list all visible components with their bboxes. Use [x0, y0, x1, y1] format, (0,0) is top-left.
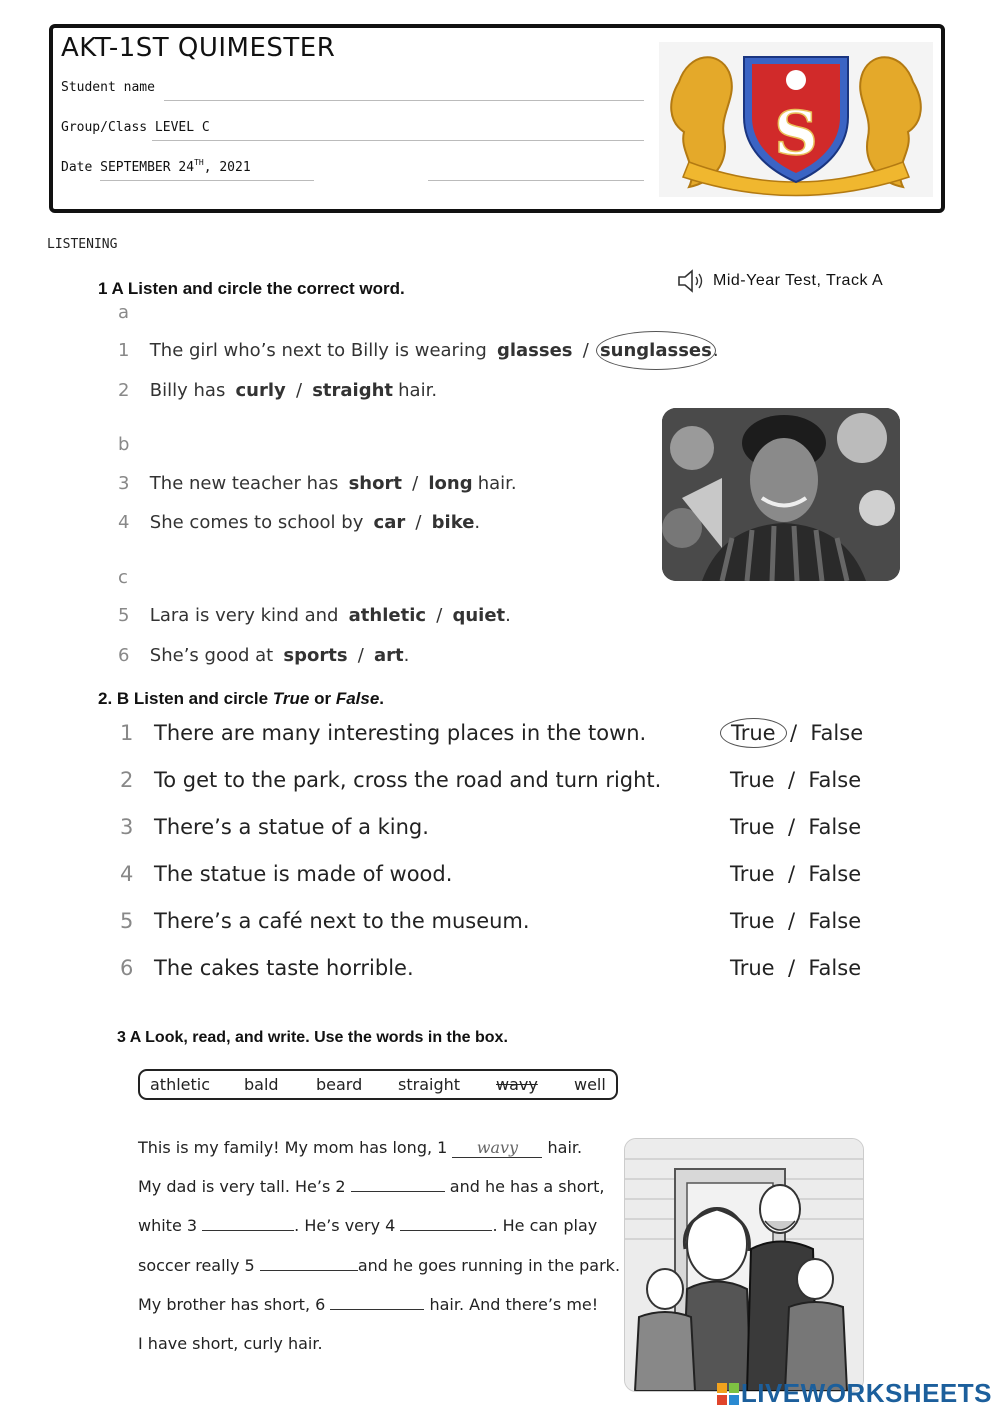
date-value: SEPTEMBER 24 — [100, 160, 195, 175]
item-number: 5 — [120, 909, 134, 933]
line-text: hair. — [547, 1138, 583, 1157]
student-name-label: Student name — [61, 80, 155, 95]
ex2-title — [98, 689, 384, 709]
ex1-title: 1 A Listen and circle the correct word. — [98, 279, 405, 298]
word-box-item: straight — [398, 1075, 461, 1094]
ex1-item-6: 6 She’s good at sports / art. — [118, 645, 410, 666]
tf-options — [730, 721, 863, 745]
false-option[interactable]: False — [810, 721, 864, 745]
blank-5[interactable] — [260, 1269, 358, 1271]
item-number: 3 — [118, 473, 130, 494]
blank-6[interactable] — [330, 1308, 424, 1310]
word-box-item: well — [574, 1075, 606, 1094]
choice-option[interactable]: short — [348, 473, 402, 494]
family-illustration — [624, 1138, 864, 1392]
word-box-item: bald — [244, 1075, 279, 1094]
blank-4[interactable] — [400, 1229, 492, 1231]
line-text: . He’s very 4 — [294, 1216, 396, 1235]
true-option[interactable]: True — [730, 768, 775, 792]
worksheet-title: AKT-1ST QUIMESTER — [61, 33, 336, 63]
item-number: 1 — [118, 340, 130, 361]
ex1-item-5: 5 Lara is very kind and athletic / quiet. — [118, 605, 511, 626]
item-end: hair. — [398, 380, 438, 401]
item-text: The girl who’s next to Billy is wearing — [149, 340, 487, 361]
true-option[interactable]: True — [730, 956, 775, 980]
ex2-item-2 — [120, 768, 880, 798]
item-number: 6 — [120, 956, 134, 980]
group-b-label: b — [118, 434, 130, 455]
tf-options — [730, 909, 861, 933]
tf-options — [730, 862, 861, 886]
tf-options — [730, 815, 861, 839]
item-text: There are many interesting places in the town. — [154, 721, 647, 745]
ex2-item-6 — [120, 956, 880, 986]
ex1-item-1: 1 The girl who’s next to Billy is wearing glasses / sunglasses. — [118, 340, 719, 361]
ex3-line-1 — [138, 1138, 582, 1158]
choice-option[interactable]: athletic — [348, 605, 427, 626]
item-end: . — [712, 340, 719, 361]
false-option[interactable]: False — [808, 956, 862, 980]
crest-svg — [659, 42, 933, 197]
ex1-item-3: 3 The new teacher has short / long hair. — [118, 473, 517, 494]
choice-option-circled[interactable]: sunglasses — [596, 331, 716, 370]
brand-text: LIVEWORKSHEETS — [740, 1378, 992, 1408]
choice-option[interactable]: quiet — [452, 605, 506, 626]
date-label-text: Date — [61, 160, 93, 175]
item-text: She comes to school by — [149, 512, 364, 533]
line-text: and he has a short, — [449, 1177, 605, 1196]
item-text: The statue is made of wood. — [154, 862, 453, 886]
line-text: white 3 — [138, 1216, 198, 1235]
false-option[interactable]: False — [808, 815, 862, 839]
line-text: soccer really 5 — [138, 1256, 255, 1275]
group-label-text: Group/Class — [61, 120, 148, 135]
ex2-item-5 — [120, 909, 880, 939]
choice-option[interactable]: long — [428, 473, 473, 494]
item-number: 2 — [118, 380, 130, 401]
item-text: There’s a statue of a king. — [154, 815, 429, 839]
item-end: . — [403, 645, 410, 666]
item-text: The cakes taste horrible. — [154, 956, 414, 980]
item-number: 4 — [118, 512, 130, 533]
item-number: 6 — [118, 645, 130, 666]
group-c-label: c — [118, 567, 128, 588]
boy-photo — [662, 408, 900, 581]
ex3-line-6: I have short, curly hair. — [138, 1334, 323, 1353]
date-label — [61, 160, 251, 175]
school-crest — [659, 42, 933, 197]
group-a-label: a — [118, 302, 130, 323]
word-box-item-used: wavy — [496, 1075, 538, 1094]
tf-slash: / — [787, 862, 796, 886]
liveworksheets-logo — [717, 1378, 992, 1409]
true-option[interactable]: True — [730, 909, 775, 933]
choice-option[interactable]: straight — [312, 380, 394, 401]
ex3-line-5 — [138, 1295, 598, 1314]
item-number: 3 — [120, 815, 134, 839]
group-class-label — [61, 120, 210, 135]
item-end: . — [474, 512, 481, 533]
tf-slash: / — [787, 909, 796, 933]
ex2-item-4 — [120, 862, 880, 892]
ex1-item-4: 4 She comes to school by car / bike. — [118, 512, 481, 533]
item-number: 5 — [118, 605, 130, 626]
choice-option[interactable]: curly — [235, 380, 286, 401]
extra-line — [428, 180, 644, 181]
group-value: LEVEL C — [154, 120, 210, 135]
item-text: To get to the park, cross the road and turn right. — [154, 768, 662, 792]
blank-2[interactable] — [351, 1190, 445, 1192]
answer-example: wavy — [452, 1138, 542, 1158]
line-text: . He can play — [492, 1216, 598, 1235]
tf-slash: / — [787, 956, 796, 980]
item-text: Lara is very kind and — [149, 605, 339, 626]
ex3-line-3 — [138, 1216, 597, 1235]
ex2-title-true: True — [272, 689, 310, 708]
student-name-line[interactable] — [164, 100, 644, 101]
false-option[interactable]: False — [808, 768, 862, 792]
choice-option[interactable]: glasses — [496, 340, 573, 361]
ex2-title-false: False — [335, 689, 380, 708]
line-text: This is my family! My mom has long, 1 — [138, 1138, 448, 1157]
choice-option[interactable]: car — [373, 512, 406, 533]
tf-slash: / — [789, 721, 798, 745]
word-box-item: beard — [316, 1075, 363, 1094]
ex2-item-1 — [120, 721, 880, 751]
tf-options — [730, 768, 861, 792]
false-option[interactable]: False — [808, 909, 862, 933]
tf-slash: / — [787, 768, 796, 792]
ex3-line-4 — [138, 1256, 620, 1275]
choice-option[interactable]: sports — [283, 645, 348, 666]
line-text: My brother has short, 6 — [138, 1295, 326, 1314]
section-label: LISTENING — [47, 237, 118, 252]
date-year: , 2021 — [203, 160, 251, 175]
ex2-title-end: . — [379, 689, 385, 708]
track-label: Mid-Year Test, Track A — [713, 272, 884, 289]
date-line — [100, 180, 314, 181]
ex2-item-3 — [120, 815, 880, 845]
choice-option[interactable]: bike — [431, 512, 475, 533]
item-end: hair. — [477, 473, 517, 494]
word-box-item: athletic — [150, 1075, 211, 1094]
item-number: 1 — [120, 721, 134, 745]
ex1-item-2: 2 Billy has curly / straight hair. — [118, 380, 438, 401]
line-text: My dad is very tall. He’s 2 — [138, 1177, 346, 1196]
item-number: 4 — [120, 862, 134, 886]
ex3-title: 3 A Look, read, and write. Use the words in the box. — [117, 1029, 508, 1046]
true-option[interactable]: True — [730, 815, 775, 839]
ex2-title-text: 2. B Listen and circle — [98, 689, 269, 708]
item-text: The new teacher has — [149, 473, 339, 494]
ex3-line-2 — [138, 1177, 604, 1196]
item-number: 2 — [120, 768, 134, 792]
group-class-line — [152, 140, 644, 141]
true-option-circled[interactable]: True — [720, 718, 787, 748]
line-text: and he goes running in the park. — [357, 1256, 621, 1275]
brand-mark-icon — [717, 1381, 739, 1403]
false-option[interactable]: False — [808, 862, 862, 886]
ex2-title-or: or — [314, 689, 332, 708]
item-end: . — [505, 605, 511, 626]
svg-text:S: S — [774, 99, 818, 169]
item-text: Billy has — [149, 380, 226, 401]
item-text: She’s good at — [149, 645, 274, 666]
choice-option[interactable]: art — [373, 645, 404, 666]
item-text: There’s a café next to the museum. — [154, 909, 530, 933]
true-option[interactable]: True — [730, 862, 775, 886]
blank-3[interactable] — [202, 1229, 294, 1231]
tf-options — [730, 956, 861, 980]
speaker-icon[interactable] — [676, 268, 706, 298]
line-text: hair. And there’s me! — [429, 1295, 599, 1314]
date-sup: TH — [194, 158, 204, 167]
tf-slash: / — [787, 815, 796, 839]
